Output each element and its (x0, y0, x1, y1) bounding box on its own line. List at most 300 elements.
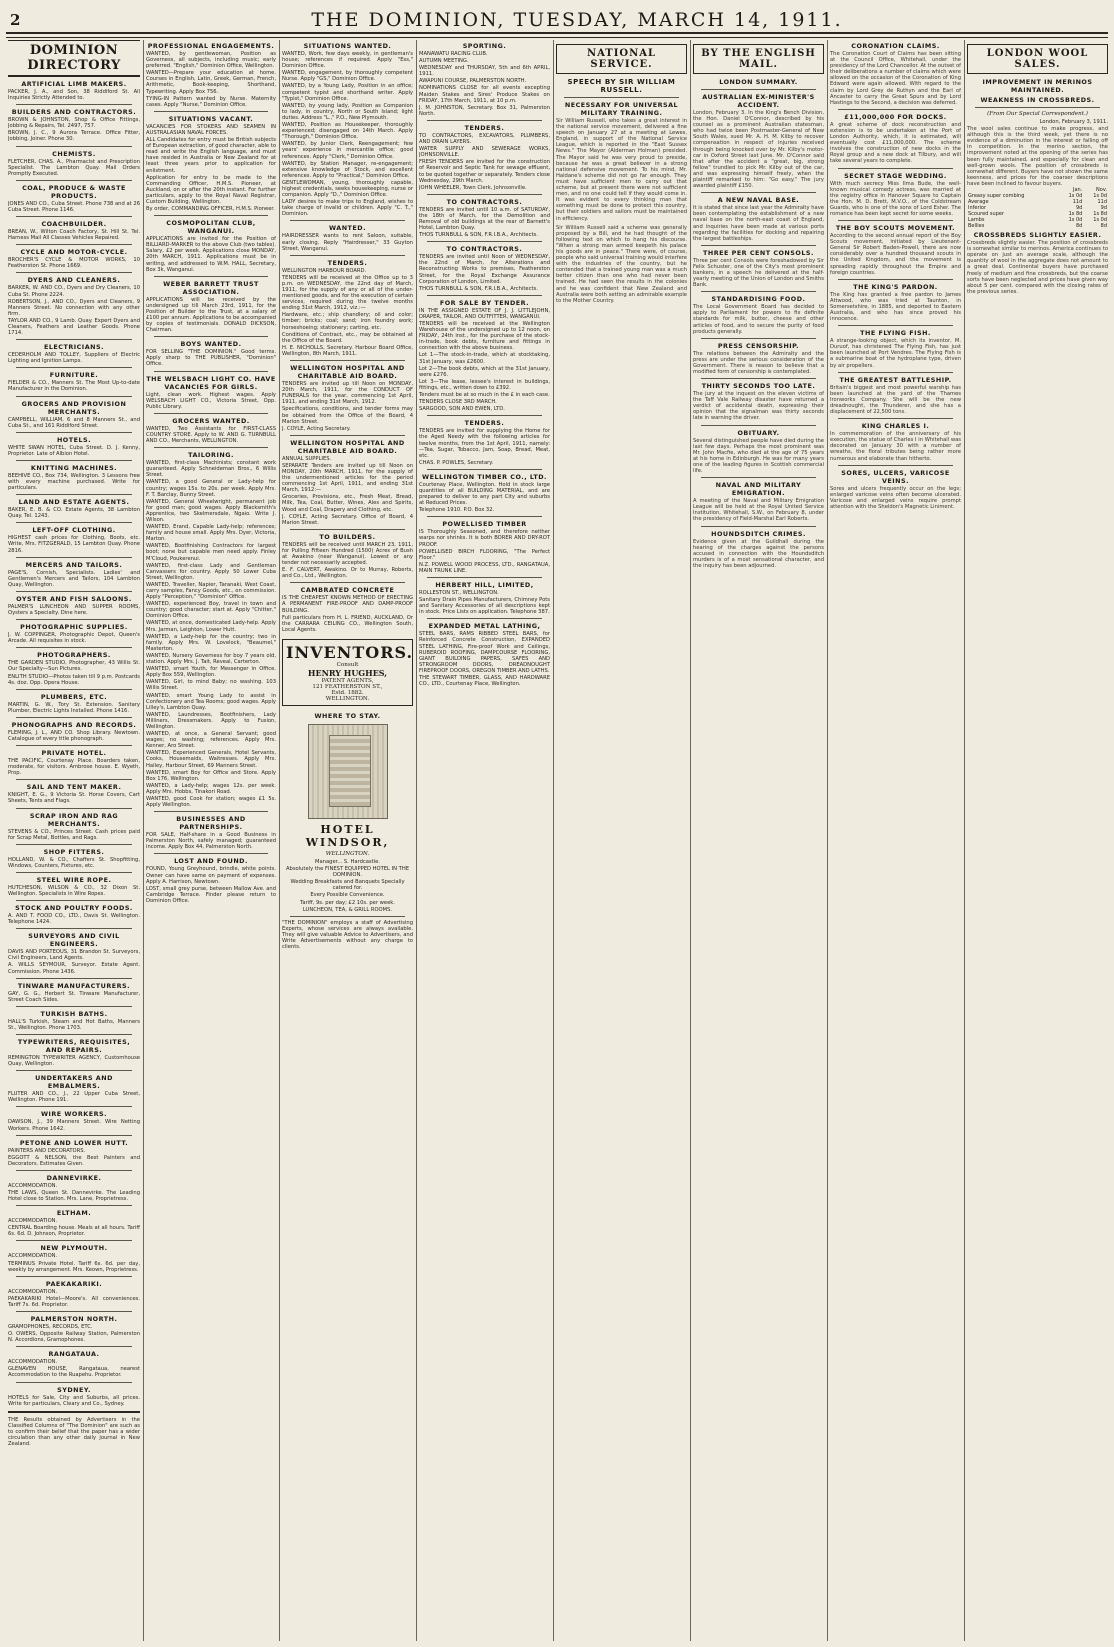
wool-sales-sub2: WEAKNESS IN CROSSBREDS. (980, 96, 1095, 104)
divider (16, 717, 132, 718)
section-block (8, 561, 140, 588)
section-block (8, 848, 140, 869)
section-heading: PAEKAKARIKI. (45, 1279, 103, 1288)
section-heading: STEEL WIRE ROPE. (36, 875, 112, 884)
directory-title: DOMINION DIRECTORY (8, 40, 140, 77)
classified-entry: HOTELS for Sale, City and Suburbs, all prices. Write for particulars, Cleary and Co., Sydney. (8, 1394, 140, 1407)
divider (838, 372, 953, 373)
classified-entry: O. OWERS, Opposite Railway Station, Palmerston N. Accordions, Gramophones. (8, 1331, 140, 1344)
section-block (8, 436, 140, 457)
classified-entry: BARKER, W. AND CO., Dyers and Dry Cleaners, 10 Cuba St. Phone 2224. (8, 285, 140, 298)
section-heading: CHEMISTS. (52, 149, 96, 158)
classified-entry: JONES AND CO., Cuba Street. Phone 738 and at 26 Cuba Street. Phone 1146. (8, 200, 140, 213)
classified-entry: LOST, small grey purse, between Mallow Ave. and Cambridge Terrace. Finder please return to Dominion Office. (146, 885, 276, 904)
section-block (8, 783, 140, 804)
classified-entry: GENTLEWOMAN, young, thoroughly capable, highest credentials, seeks housekeeping, nurse or companion. Apply "D.," Dominion Office. (282, 179, 413, 199)
column-english-mail (693, 40, 824, 1641)
section-block (146, 219, 276, 273)
table-cell: 9d (1075, 205, 1083, 212)
section-block (8, 932, 140, 974)
classified-entry: ACCOMMODATION. (8, 1359, 58, 1366)
divider (838, 325, 953, 326)
section-heading: PHONOGRAPHS AND RECORDS. (11, 720, 137, 729)
classified-entry: ACCOMMODATION. (8, 1182, 58, 1189)
section-block (419, 419, 550, 466)
classified-entry: E. F. CALVERT, Awakino. Or to Murray, Roberts, and Co., Ltd., Wellington. (282, 567, 413, 580)
classified-entry: TENDERS will be received at the Office up to 3 p.m. on WEDNESDAY, the 22nd day of March, 1911, for the supply of any or all of the under-mentioned goods, and for the execution of certain services, required during the twelve months ending 31st March, 1912, viz.:— (282, 274, 413, 312)
divider (290, 255, 405, 256)
divider (427, 516, 542, 517)
classified-entry: TENDERS are invited up till Noon on MONDAY, 20th March, 1911, for the CONDUCT OF FUNERALS for the year, commencing 1st April, 1911, and ending 31st March, 1912. (282, 381, 413, 406)
divider (16, 689, 132, 690)
section-block (693, 530, 824, 569)
inventors-heading: INVENTORS. (286, 642, 413, 662)
article-text: It is stated that since last year the Admiralty have been contemplating the establishment of a new naval base on the north-east coast of England, and inquiries have been made at various ports regarding the facilities for docking and repairing the largest battleships. (693, 205, 824, 242)
classified-entry: WANTED, a good General or Lady-help for country; wages 15s. to 20s. per week. Apply Mrs. F. T. Barclay, Bunny Street. (146, 479, 276, 498)
classified-entry: J. COYLE, Acting Secretary. (282, 425, 351, 432)
section-block (8, 1010, 140, 1031)
divider (838, 168, 953, 169)
inventors-line2: PATENT AGENTS, (321, 677, 374, 684)
classified-entry: WANTED, a Lady-help for the country; two in family. Apply Mrs. W. Lovelock, "Beaumel," Masterton. (146, 633, 276, 652)
divider (16, 1135, 132, 1136)
section-block (282, 42, 413, 217)
classified-entry: WANTED, Experienced Generals, Hotel Servants, Cooks, Housemaids, Waitresses. Apply Mrs. Halley, Harbour Street, 69 Manners Street. (146, 750, 276, 769)
classified-entry: DAVIS AND PORTEOUS, 31 Brandon St. Surveyors, Civil Engineers, Land Agents. (8, 949, 140, 962)
divider (290, 220, 405, 221)
english-mail-title: BY THE ENGLISH MAIL. (701, 48, 816, 70)
classified-entry: WANTED, first-class Lady and Gentleman Canvassers for country. Apply 50 Lower Cuba Street, Wellington. (146, 562, 276, 581)
section-heading: LAND AND ESTATE AGENTS. (18, 498, 130, 507)
section-heading: THE GREATEST BATTLESHIP. (839, 375, 952, 384)
article-text: Three per cent Consols were foreshadowed by Sir Felix Schuster, one of the City's most prominent bankers, in a speech he delivered at the half-yearly meeting of the Union of London and Smiths Bank. (693, 257, 824, 289)
table-cell: 1s 0d (1093, 217, 1107, 224)
table-cell: 1s 8d (1068, 211, 1083, 218)
section-heading: PRESS CENSORSHIP. (717, 341, 800, 350)
classified-entry: Telephone 1910. P.O. Box 32. (419, 507, 495, 514)
divider (701, 89, 816, 90)
article-text: The Coronation Court of Claims has been sitting at the Council Office, Whitehall, under the presidency of the Lord Chancellor. At the outset of their deliberations a number of claims which were allowed on the occasion of the Coronation of King Edward were again allowed. With regard to the claim by Lord Grey de Ruthyn and the Earl of Ancaster to carry the Great Spurs and by Lord Hastings to the Second, a decision was deferred. (830, 51, 961, 106)
section-block (830, 376, 961, 415)
classified-entry: WANTED, Traveller, Napier, Taranaki, West Coast, carry samples, Fancy Goods, etc., on commission. Apply "Perception," "Dominion" Office. (146, 581, 276, 601)
classified-entry: FOR SELLING "THE DOMINION." Good terms. Apply sharp to THE PUBLISHER, "Dominion" Office. (146, 349, 276, 368)
wool-price-table (967, 187, 1108, 229)
classified-entry: WANTED, at once, a General Servant; good wages; no washing; references. Apply Mrs. Kenner, Aro Street. (146, 731, 276, 750)
classified-entry: WANTED, first-class Machinists; constant work guaranteed. Apply Schneideman Bros., 6 Willis Street. (146, 460, 276, 479)
section-block (282, 364, 413, 432)
table-cell: 8d (1100, 223, 1107, 230)
section-heading: TYPEWRITERS, REQUISITES, AND REPAIRS. (17, 1038, 131, 1055)
classified-entry: DAWSON, J., 39 Manners Street. Wire Netting Workers. Phone 1642. (8, 1119, 140, 1132)
classified-entry: WANTED, at once, domesticated Lady-help. Apply Mrs. Jarman, Leighton, Lower Hutt. (146, 620, 276, 633)
classified-entry: WEDNESDAY and THURSDAY, 5th and 6th APRIL, 1911. (419, 65, 550, 78)
divider (838, 465, 953, 466)
classified-entry: WATER SUPPLY AND SEWERAGE WORKS, JOHNSONVILLE. (419, 146, 550, 159)
article-text: The King has granted a free pardon to James Attwood, who was tried at Taunton, in Somersetshire, in 1885, and deported to Eastern Australia, and who has since proved his innocence. (830, 291, 961, 323)
section-block (146, 417, 276, 444)
wool-sales-source: (From Our Special Correspondent.) (987, 111, 1088, 117)
section-heading: ARTIFICIAL LIMB MAKERS. (21, 80, 127, 88)
section-block (8, 108, 140, 142)
divider (16, 460, 132, 461)
section-block (8, 749, 140, 776)
article-text: The jury at the inquest on the eleven victims of the Taff Vale Railway disaster have returned a verdict of accidental death, expressing their opinion that the signalman was thirty seconds late in warning the driver. (693, 391, 824, 422)
section-heading: WELLINGTON TIMBER CO., LTD. (422, 472, 547, 481)
classified-entry: CENTRAL Boarding house. Meals at all hours. Tariff 6s. 6d. D. Johnson, Proprietor. (8, 1225, 140, 1238)
classified-entry: TERMINUS Private Hotel. Tariff 6s. 6d. per day, weekly by arrangement. Mrs. Keown, Proprietress. (8, 1260, 140, 1273)
table-header-cell: Jan. (1073, 187, 1083, 194)
classified-entry: TYING-IN Pattern wanted by Nurse. Maternity cases. Apply "Nurse," Dominion Office. (146, 95, 276, 108)
section-block (146, 42, 276, 108)
section-heading: PETONE AND LOWER HUTT. (19, 1138, 129, 1147)
section-block (8, 464, 140, 491)
classified-entry: HIGHEST cash prices for Clothing, Boots, etc. Write, Mrs. FITZGERALD, 15 Lambton Quay. Phone 2816. (8, 535, 140, 554)
divider (701, 338, 816, 339)
section-heading: THE FLYING FISH. (860, 329, 931, 338)
section-heading: NEW PLYMOUTH. (40, 1244, 108, 1253)
section-heading: NAVAL AND MILITARY EMIGRATION. (715, 481, 802, 498)
situations-sections (282, 42, 413, 633)
section-heading: PHOTOGRAPHERS. (37, 651, 111, 660)
table-cell: 8d (1075, 223, 1083, 230)
divider (701, 526, 816, 527)
section-heading: SECRET STAGE WEDDING. (844, 171, 947, 180)
column-coronation (830, 40, 961, 1641)
national-service-title: NATIONAL SERVICE. (586, 48, 657, 70)
top-rule (6, 37, 1108, 38)
classified-entry: IS THE CHEAPEST KNOWN METHOD OF ERECTING A PERMANENT FIRE-PROOF AND DAMP-PROOF BUILDING. (282, 595, 413, 614)
section-block (146, 375, 276, 410)
classified-entry: PAINTERS AND DECORATORS. (8, 1147, 86, 1154)
section-heading: WELLINGTON HOSPITAL AND CHARITABLE AID BOARD. (290, 364, 405, 381)
directory-sections (8, 80, 140, 1407)
classified-entry: WANTED, smart Young Lady to assist in Confectionery and Tea Rooms; good wages. Apply Lilley's, Lambton Quay. (146, 692, 276, 711)
hotel-line: Wedding Breakfasts and Banquets Specially catered for. (290, 879, 405, 892)
section-heading: TENDERS. (464, 419, 505, 428)
section-heading: PRIVATE HOTEL. (41, 749, 107, 758)
section-heading: WEBER BARRETT TRUST ASSOCIATION. (163, 279, 259, 296)
section-block (693, 382, 824, 421)
wool-sales-body2: Crossbreds slightly easier. The position of crossbreds is somewhat similar to merinos. America continues to operate on just an average scale, although the quantity of wool in the aggregate does not amount to a great deal. Continental buyers have purchased freely of medium and fine crossbreds, but the coarse sorts have been neglected and prices have given way about 5 per cent. compared with the closing rates of the previous series. (967, 240, 1108, 295)
classified-entry: ENLITH STUDIO—Photos taken till 9 p.m. Postcards 4s. doz. Opp. Opera House. (8, 673, 140, 686)
classified-entry: CEDERHOLM AND TOLLEY, Suppliers of Electric Lighting and Ignition Lamps. (8, 352, 140, 365)
section-block (8, 1280, 140, 1308)
section-heading: TO BUILDERS. (319, 532, 376, 541)
divider (16, 591, 132, 592)
divider (16, 808, 132, 809)
classified-entry: ACCOMMODATION. (8, 1253, 58, 1260)
section-heading: STANDARDISING FOOD. (711, 295, 806, 304)
classified-entry: WANTED, experienced Boy, travel in town and country; good character; start at. Apply "Chitter," Dominion Office. (146, 601, 276, 620)
classified-entry: By order, COMMANDING OFFICER, H.M.S. Pioneer. (146, 206, 275, 213)
section-heading: DANNEVIRKE. (46, 1173, 102, 1182)
classified-entry: FLETCHER, CHAS. A., Pharmacist and Prescription Specialist. The Lambton Quay. Mail Orders Promptly Executed. (8, 158, 140, 177)
section-heading: THE WELSBACH LIGHT CO. HAVE VACANCIES FOR GIRLS. (146, 374, 276, 391)
section-block (830, 469, 961, 510)
section-heading: RANGATAUA. (48, 1350, 100, 1359)
hotel-line: Absolutely the FINEST EQUIPPED HOTEL IN THE DOMINION. (285, 866, 410, 879)
wool-sales-title-box (967, 44, 1108, 74)
section-heading: LEFT-OFF CLOTHING. (32, 526, 116, 535)
classified-entry: BEEHIVE CO., Box 734, Wellington. 3 Lessons free with every machine purchased. Write for particulars. (8, 472, 140, 492)
classified-entry: WANTED, by Station Manager, re-engagement; extensive knowledge of Stock, and excellent references. Apply to "Practical," Dominion Office. (282, 160, 413, 179)
classified-entry: CAMPBELL, WILLIAM, 6 and 8 Manners St., and Cuba St., and 161 Riddiford Street. (8, 416, 140, 429)
classified-entry: TENDERS will be received at the Wellington Warehouse of the undersigned up to 12 noon, on FRIDAY, 24th inst., for the purchase of the stock-in-trade, book debts, furniture and fittings in connection with the above business. (419, 321, 550, 352)
classified-entry: TENDERS CLOSE 3RD MARCH. (419, 399, 497, 406)
section-heading: GROCERS WANTED. (172, 416, 250, 425)
classified-entry: BROWN & JOHNSTON, Shop & Office Fittings, Jobbing & Repairs, Tel. 2497, 757. (8, 117, 140, 130)
table-cell: 1s 0d (1093, 193, 1107, 200)
section-heading: EXPANDED METAL LATHING, (428, 622, 541, 631)
divider (16, 494, 132, 495)
section-heading: OBITUARY. (737, 428, 780, 437)
divider (154, 853, 268, 854)
divider (427, 469, 542, 470)
section-heading: GROCERS AND PROVISION MERCHANTS. (21, 399, 127, 416)
masthead-title: THE DOMINION, TUESDAY, MARCH 14, 1911. (311, 9, 843, 31)
classified-entry: POWELLISED BIRCH FLOORING, "The Perfect Floor." (419, 548, 550, 561)
divider (564, 97, 679, 98)
classified-entry: MARTIN, G. W., Tory St. Extension. Sanitary Plumber, Electric Lights Installed. Phone 1416. (8, 701, 140, 714)
section-heading: PROFESSIONAL ENGAGEMENTS. (147, 42, 275, 50)
section-block (282, 533, 413, 580)
divider (154, 811, 268, 812)
section-heading: COAL, PRODUCE & WASTE PRODUCTS. (22, 183, 126, 200)
section-heading: ELECTRICIANS. (43, 343, 105, 352)
section-block (282, 224, 413, 251)
classified-entry: IS Thoroughly Seasoned, and therefore neither warps nor shrinks. It is both BORER AND DRY-ROT PROOF. (419, 529, 550, 548)
divider (16, 522, 132, 523)
hotel-line: Tariff, 9s. per day; £2 10s. per week. (300, 899, 395, 906)
section-heading: STOCK AND POULTRY FOODS. (15, 904, 133, 913)
section-block (693, 295, 824, 334)
classified-entry: WANTED, Laundresses, Bootfinishers, Lady Milliners, Dressmakers. Apply to Fusion, Wellington. (146, 711, 276, 730)
section-block (419, 622, 550, 687)
section-block (830, 172, 961, 218)
classified-entry: TENDERS will be received until MARCH 23, 1911, for Pulling Fifteen Hundred (1500) Acres of Bush at Awakino (near Wanganui). Lowest or any tender not necessarily accepted. (282, 541, 413, 567)
section-heading: MERCERS AND TAILORS. (25, 560, 123, 569)
section-block (419, 473, 550, 513)
section-block (8, 982, 140, 1003)
classified-entry: J. W. COPPINGER, Photographic Depot, Queen's Arcade. All requisites in stock. (8, 632, 140, 645)
section-heading: UNDERTAKERS AND EMBALMERS. (35, 1074, 113, 1091)
section-block (693, 429, 824, 475)
inventors-estd: Estd. 1882. (331, 689, 364, 696)
section-block (282, 439, 413, 526)
section-block (146, 340, 276, 367)
divider (290, 582, 405, 583)
national-service-sub: SPEECH BY SIR WILLIAM RUSSELL. (567, 78, 676, 94)
section-block (419, 581, 550, 615)
classified-entry: WANTED, by a Young Lady, Position in an office; competent typist and shorthand writer. Apply "Typist," Dominion Office. (282, 83, 413, 102)
divider (16, 1311, 132, 1312)
section-block (830, 224, 961, 276)
divider (290, 916, 405, 917)
national-service-body2: Sir William Russell said a scheme was generally proposed by a Bill, and he had thought of the following text on which to hang his discourse. "When a strong man armed keepeth his palace his goods are in peace." There were, of course, people who said universal training would interfere with the industries of the country, but he contended that a trained young man was a much better citizen than one who had never been trained. He had seen the results in the colonies and he was confident that New Zealand and Australia were both setting an admirable example to the Mother Country. (556, 224, 687, 304)
divider (16, 339, 132, 340)
column-dominion-directory (8, 40, 140, 1641)
classified-entry: CHAS. P. POWLES, Secretary. (419, 459, 494, 466)
hotel-line: Manager... S. Hardcastle. (315, 858, 380, 865)
classified-entry: BROWN, J. C., 9 Aurora Terrace. Office Fitter, Jobbing, Joiner. Phone 30. (8, 130, 140, 143)
divider (16, 1382, 132, 1383)
classified-entry: WANTED, Nursery Governess for boy 7 years old, station. Apply Mrs. J. Tait, Reveal, Carterton. (146, 652, 276, 666)
article-text: Britain's biggest and most powerful warship has been launched at the yard of the Thames Ironworks Company. She will be the new dreadnought, the Thunderer, and she has a displacement of 22,500 tons. (830, 384, 961, 416)
classified-entry: FOUND, Young Greyhound, brindle, white points. Owner can have same on payment of expenses. Apply A. Harrison, Newtown. (146, 866, 276, 885)
section-block (8, 150, 140, 177)
inventors-city: WELLINGTON. (325, 695, 370, 702)
divider (16, 619, 132, 620)
classified-entry: Application for entry to be made to the Commanding Officer, H.M.S. Pioneer, at Auckland, on or after the 20th instant. For further particulars, apply to the Royal Naval Registrar, Custom Building, Wellington. (146, 174, 276, 205)
classified-entry: THE LAWS, Queen St. Dannevirke. The Leading Hotel close to Station. Mrs. Lane, Proprietress. (8, 1189, 140, 1203)
article-text: According to the second annual report of the Boy Scouts movement, initiated by Lieutenant-General Sir Robert Baden-Powell, there are now considerably over a hundred thousand scouts in the United Kingdom, and the movement is spreading rapidly throughout the Empire and foreign countries. (830, 233, 961, 276)
section-block (8, 812, 140, 841)
classified-entry: LADY desires to make trips to England, wishes to take charge of invalid or children. Apply "C. T.," Dominion. (282, 199, 413, 218)
classified-entry: FIELDER & CO., Manners St. The Most Up-to-date Manufacturer in the Dominion. (8, 380, 140, 393)
section-heading: FOR SALE BY TENDER. (439, 298, 530, 307)
classified-entry: ACCOMMODATION. (8, 1288, 58, 1295)
column-separator (690, 40, 691, 1641)
section-heading: PHOTOGRAPHIC SUPPLIES. (20, 623, 128, 632)
section-block (8, 1139, 140, 1167)
section-heading: THE BOY SCOUTS MOVEMENT. (835, 224, 956, 233)
classified-entry: WANTED, by Junior Clerk, Reengagement; few years' experience in mercantile office; good references. Apply "Clerk," Dominion Office. (282, 141, 413, 160)
section-block (8, 876, 140, 897)
section-block (8, 1209, 140, 1237)
classified-entry: J. M. JOHNSTON, Secretary. Box 31, Palmerston North. (419, 104, 550, 117)
section-block (8, 400, 140, 429)
divider (427, 194, 542, 195)
engagement-sections (146, 42, 276, 904)
section-heading: SYDNEY. (57, 1385, 91, 1394)
divider (16, 272, 132, 273)
section-heading: SCRAP IRON AND RAG MERCHANTS. (29, 811, 119, 828)
divider (154, 336, 268, 337)
divider (16, 779, 132, 780)
article-text: Evidence given at the Guildhall during the hearing of the charges against the persons accused in connection with the Houndsditch murders is of a most sensational character, and the inquiry has been adjourned. (693, 538, 824, 569)
classified-entry: Tenders must be at so much in the £ in each case. (419, 392, 550, 399)
table-cell: 1s 0d (1068, 217, 1083, 224)
section-heading: SURVEYORS AND CIVIL ENGINEERS. (28, 932, 120, 949)
divider (427, 120, 542, 121)
hotel-line: Every Possible Convenience. (310, 892, 385, 899)
article-text: A meeting of the Naval and Military Emigration League will be held at the Royal United Service Institution, Whitehall, S.W., on February 8, under the presidency of Field-Marshal Earl Roberts. (693, 498, 824, 523)
column-wool-sales (967, 40, 1108, 1641)
classified-entry: WANTED, good Cook for station; wages £1 5s. Apply Wellington. (146, 796, 276, 809)
wool-sales-body: The wool sales continue to make progress, and although this is the third week, yet there is no evidence of a diminution in the interest or falling off in competition. In the merino section, the improvement noted at the opening of the series has been fully maintained, and especially for clean and well-grown wools. The position of crossbreds is somewhat different. Buyers have not shown the same keenness, and prices for the coarser descriptions have been inclined to favour buyers. (967, 126, 1108, 187)
article-text: The relations between the Admiralty and the press are under the serious consideration of the Government. There is reason to believe that a modified form of censorship is contemplated. (693, 350, 824, 375)
section-block (419, 245, 550, 292)
classified-entry: GLENAVEN HOUSE, Rangataua, nearest Accommodation to the Ruapehu. Proprietor. (8, 1366, 140, 1379)
divider (16, 647, 132, 648)
wool-sales-dateline: London, February 3, 1911. (1039, 119, 1108, 125)
classified-entry: Lot 3—The lease, lessee's interest in buildings, fittings, etc., written down to £392. (419, 378, 550, 391)
section-block (8, 623, 140, 644)
classified-entry: WANTED, Girl, to mind Baby; no washing. 103 Willis Street. (146, 679, 276, 692)
divider (16, 1240, 132, 1241)
section-heading: TAILORING. (188, 451, 234, 460)
dominion-advertising-notice: "THE DOMINION" employs a staff of Advertising Experts, whose services are always available. They will give valuable Advice to Advertisers, and Write Advertisements without any charge to clients. (282, 919, 413, 951)
table-cell: Lambs (968, 217, 985, 224)
page-number: 2 (10, 11, 21, 29)
divider (16, 216, 132, 217)
classified-entry: Hardware, etc.; ship chandlery; oil and color; timber; bricks; coal; sand; iron foundry work; horseshoeing; stationery; carting, etc. (282, 312, 413, 331)
classified-entry: HOLLAND, W. & CO., Chaffers St. Shopfitting, Windows, Counters, Fixtures, etc. (8, 856, 140, 869)
crossbreds-heading: CROSSBREDS SLIGHTLY EASIER. (973, 231, 1102, 240)
classified-entry: WANTED, a Lady-help; wages 12s. per week. Apply Mrs. Hobbs, Tinakori Road. (146, 782, 276, 795)
classified-entry: THE STEWART TIMBER, GLASS, AND HARDWARE CO., LTD., Courtenay Place, Wellington. (419, 675, 550, 688)
section-block (8, 184, 140, 213)
classified-entry: Sanitary Drain Pipes Manufacturers, Chimney Pots and Sanitary Accessories of all descriptions kept in stock. Price Lists on application. Telephone 387. (419, 597, 550, 616)
divider (16, 1034, 132, 1035)
section-heading: PALMERSTON NORTH. (30, 1315, 118, 1323)
classified-entry: ROBERTSON, J., AND CO., Dyers and Cleaners, 9 Manners Street. No connection with any other firm. (8, 298, 140, 317)
divider (16, 928, 132, 929)
classified-entry: NOMINATIONS CLOSE for all events excepting Maiden Stakes and Sires' Produce Stakes on FRIDAY, 17th March, 1911, at 10 p.m. (419, 85, 550, 104)
classified-entry: GAY, G. G., Herbert St. Tinware Manufacturer, Street Coach Sides. (8, 990, 140, 1003)
classified-entry: WANTED, Erand, Capable Lady-help; references; family and house small. Apply Mrs. Dyer, Victoria, Marton. (146, 524, 276, 543)
column-separator (964, 40, 965, 1641)
column-separator (553, 40, 554, 1641)
divider (16, 978, 132, 979)
section-block (8, 1315, 140, 1343)
section-heading: SAIL AND TENT MAKER. (26, 783, 122, 792)
section-block (693, 481, 824, 522)
table-cell: Inferior (968, 205, 987, 212)
section-heading: SPORTING. (462, 42, 507, 50)
section-block (8, 651, 140, 685)
classified-entry: TAYLOR AND CO., 9 Lamb. Quay. Expert Dyers and Cleaners, Feathers and Leather Goods. Phone 1714. (8, 317, 140, 337)
section-heading: SHOP FITTERS. (43, 847, 105, 856)
divider (154, 371, 268, 372)
classified-entry: WANTED, Work, few days weekly, in gentleman's house; references if required. Apply "Ess," Dominion Office. (282, 51, 413, 70)
inventors-name: HENRY HUGHES, (307, 667, 388, 678)
classified-entry: ALL Candidates for entry must be British subjects of European extraction, of good character, able to read and write the English language, and must have resided in Australia or New Zealand for at least three years prior to application for enlistment. (146, 137, 276, 174)
classified-entry: JOHN WHEELER, Town Clerk, Johnsonville. (419, 184, 527, 191)
classified-entry: FLUTER AND CO., J., 22 Upper Cuba Street, Wellington. Phone 191. (8, 1091, 140, 1104)
divider (8, 1411, 140, 1413)
section-block (830, 42, 961, 106)
divider (701, 245, 816, 246)
national-service-title-box (556, 44, 687, 74)
section-block (8, 343, 140, 364)
classified-entry: PAGE'S, Cornish, Specialists. Ladies' and Gentlemen's Mercers and Tailors, 104 Lambton Quay, Wellington. (8, 569, 140, 588)
classified-entry: SARGOOD, SON AND EWEN, LTD. (419, 406, 505, 413)
section-heading: CORONATION CLAIMS. (851, 42, 940, 50)
section-block (146, 451, 276, 808)
classified-entry: WANTED, engagement, by thoroughly competent Nurse. Apply "GS," Dominion Office. (282, 70, 413, 83)
classified-entry: WANTED, Position as Housekeeper, thoroughly experienced; disengaged on 14th March. Apply "Thorough," Dominion Office. (282, 122, 413, 141)
national-service-body: Sir William Russell, who takes a great interest in the national service movement, delivered a fine speech on January 27 at a meeting at Lewes, England, in support of the National Service League, which is reported in the "East Sussex News." The Mayor (Alderman Holman) presided. The Mayor said he was very proud to preside, because he was a great believer in a strong national defensive movement. To his mind, Mr. Haldane's scheme did not go far enough. They must have sufficient men to carry out that scheme, but at present there were not sufficient men, and no one could tell if they would come in. It was evident to every thinking man that something must be done to protect this country, but their soldiers and sailors must be maintained in efficiency. (556, 118, 687, 222)
classified-entry: HAIRDRESSER wants to rent Saloon, suitable, early closing. Reply "Hairdresser," 33 Guyton Street, Wanganui. (282, 233, 413, 252)
wool-sales-sub: IMPROVEMENT IN MERINOS MAINTAINED. (982, 78, 1093, 94)
national-service-sub2: NECESSARY FOR UNIVERSAL MILITARY TRAINING. (564, 101, 679, 117)
classified-entry: THOS TURNBULL & SON, F.R.I.B.A., Architects. (419, 285, 538, 292)
classified-entry: REMINGTON TYPEWRITER AGENCY, Customhouse Quay, Wellington. (8, 1055, 140, 1068)
section-heading: PLUMBERS, ETC. (40, 692, 108, 701)
section-block (8, 1350, 140, 1378)
classified-entry: FLEMING, J. L., AND CO. Shop Library. Newtown. Catalogue of every title phonograph. (8, 729, 140, 742)
column-separator (143, 40, 144, 1641)
article-text: A great scheme of dock reconstruction and extension is to be undertaken at the Port of London Authority, which, it is estimated, will eventually cost £11,000,000. The scheme involves the construction of new docks in the Royal group and a new dock at Tilbury, and will take several years to complete. (830, 121, 961, 165)
article-text: In commemoration of the anniversary of his execution, the statue of Charles I in Whitehall was decorated on January 30 with a number of wreaths, the floral tributes being rather more numerous and elaborate than hitherto. (830, 431, 961, 462)
section-block (830, 329, 961, 368)
classified-entry: HUTCHESON, WILSON & CO., 32 Dixon St. Wellington. Specialists in Wire Ropes. (8, 884, 140, 897)
section-block (693, 249, 824, 288)
divider (16, 557, 132, 558)
divider (290, 360, 405, 361)
classified-entry: WHITE SWAN HOTEL, Cuba Street. D. J. Kenny, Proprietor. Late of Albion Hotel. (8, 444, 140, 457)
